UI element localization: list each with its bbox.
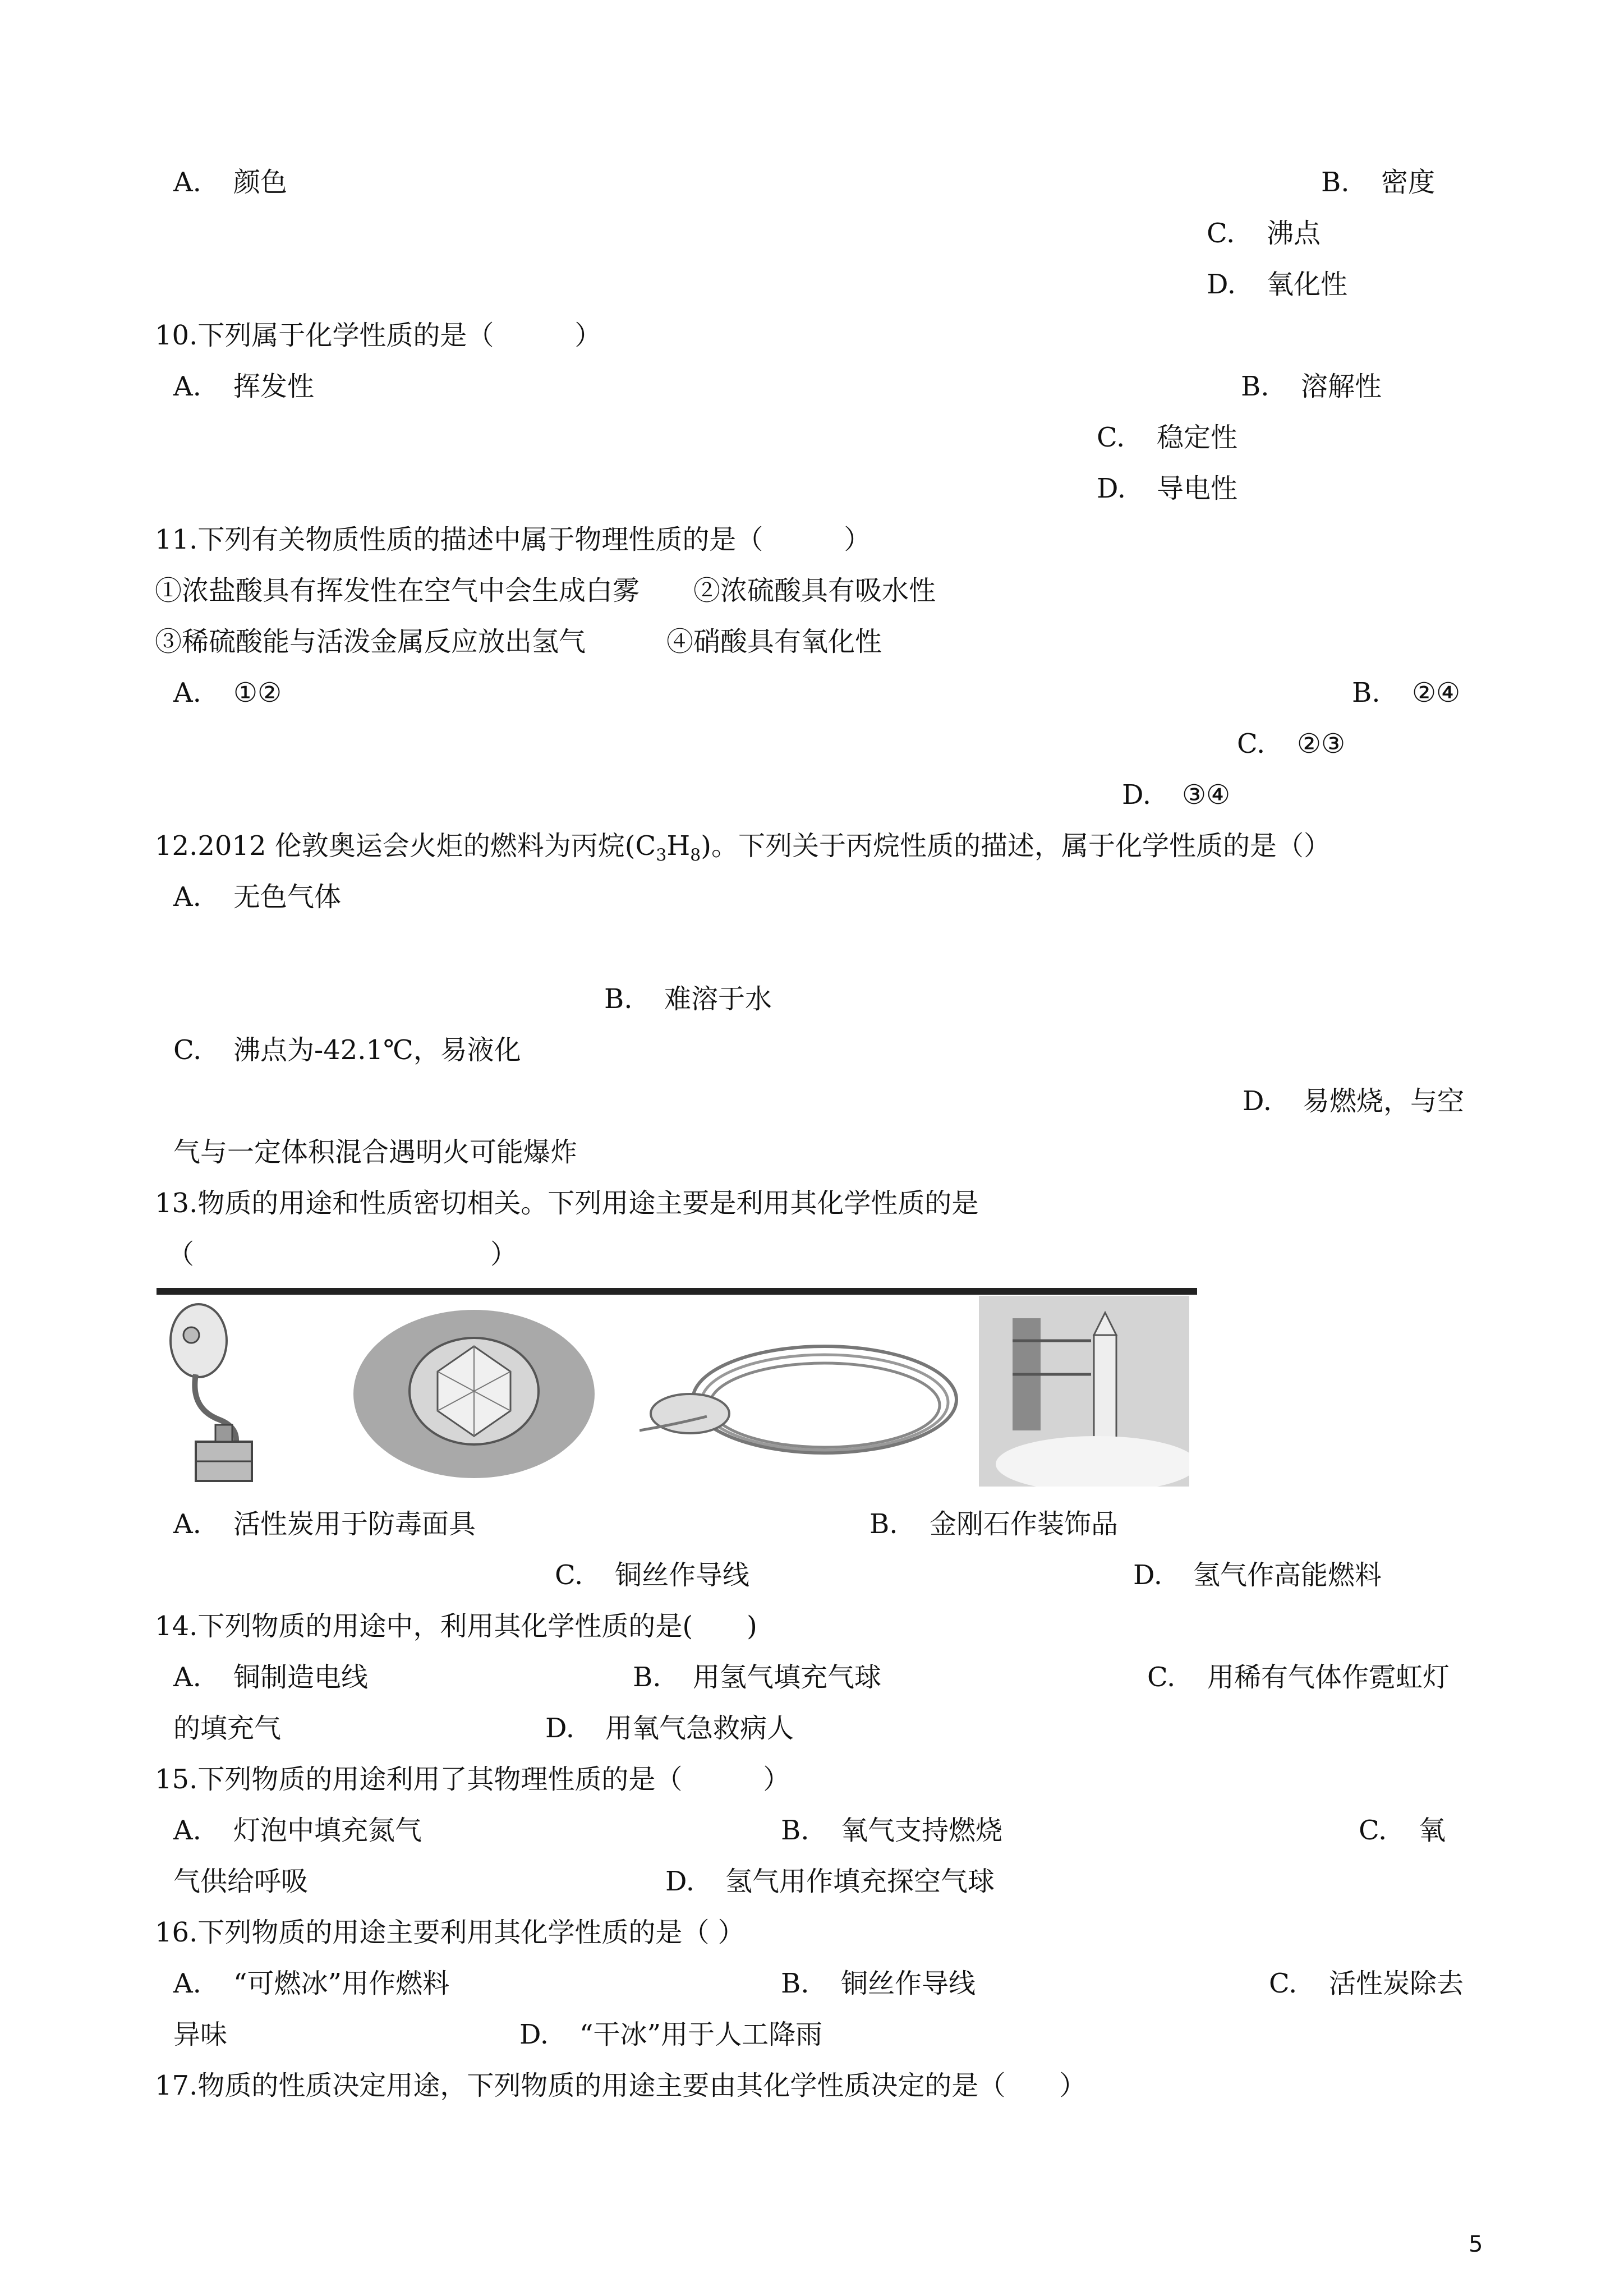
q11-option-c: C. ②③ <box>1237 728 1346 760</box>
q15-option-b: B. 氧气支持燃烧 <box>781 1815 1003 1846</box>
q10-option-b: B. 溶解性 <box>1241 371 1382 402</box>
q12-stem: 12.2012 伦敦奥运会火炬的燃料为丙烷$(C_3H_8)$。下列关于丙烷性质的描述，属于化学性质的是（） <box>155 830 1331 866</box>
q13-option-b: B. 金刚石作装饰品 <box>869 1508 1119 1540</box>
q12-option-c: C. 沸点为-42.1℃，易液化 <box>173 1034 521 1066</box>
q10-option-c: C. 稳定性 <box>1097 422 1238 453</box>
q14-option-c: C. 用稀有气体作霓虹灯 <box>1147 1662 1450 1693</box>
q13-image-divider <box>157 1288 1197 1295</box>
q11-statement-line-2: ③稀硫酸能与活泼金属反应放出氢气 ④硝酸具有氧化性 <box>155 626 882 657</box>
q12-option-d: D. 易燃烧，与空 <box>1243 1085 1465 1117</box>
q15-option-c: C. 氧 <box>1359 1815 1446 1846</box>
q16-option-d: D. “干冰”用于人工降雨 <box>519 2019 823 2050</box>
q9-option-c: C. 沸点 <box>1207 218 1321 249</box>
q11-option-d: D. ③④ <box>1122 779 1231 811</box>
q14-option-c-continued: 的填充气 <box>173 1713 282 1744</box>
gas-mask-icon <box>157 1296 269 1487</box>
gas-mask-image <box>157 1296 269 1487</box>
q11-statement-line-1: ①浓盐酸具有挥发性在空气中会生成白雾 ②浓硫酸具有吸水性 <box>155 575 936 606</box>
q11-option-a: A. ①② <box>173 677 282 708</box>
q14-option-a: A. 铜制造电线 <box>173 1662 369 1693</box>
copper-wire-image <box>640 1296 970 1487</box>
rocket-icon <box>979 1296 1189 1487</box>
q13-option-a: A. 活性炭用于防毒面具 <box>173 1508 476 1540</box>
q9-option-b: B. 密度 <box>1321 167 1436 198</box>
q16-option-c: C. 活性炭除去 <box>1269 1968 1464 1999</box>
q10-option-d: D. 导电性 <box>1097 473 1238 504</box>
q14-stem: 14.下列物质的用途中，利用其化学性质的是( ) <box>155 1611 757 1642</box>
q15-option-d: D. 氢气用作填充探空气球 <box>665 1866 995 1897</box>
q12-option-d-continued: 气与一定体积混合遇明火可能爆炸 <box>173 1137 578 1168</box>
q10-stem: 10.下列属于化学性质的是（ ） <box>155 320 602 351</box>
diamond-image <box>351 1296 597 1487</box>
q15-stem: 15.下列物质的用途利用了其物理性质的是（ ） <box>155 1764 790 1795</box>
q16-option-c-continued: 异味 <box>173 2019 228 2050</box>
q13-answer-blank: （ ） <box>167 1239 518 1270</box>
q9-option-d: D. 氧化性 <box>1207 269 1348 300</box>
diamond-icon <box>351 1296 597 1487</box>
wire-coil-icon <box>640 1296 970 1487</box>
q9-option-a: A. 颜色 <box>173 167 288 198</box>
q10-option-a: A. 挥发性 <box>173 371 315 402</box>
q12-option-a: A. 无色气体 <box>173 881 342 913</box>
q15-option-a: A. 灯泡中填充氮气 <box>173 1815 422 1846</box>
q15-option-c-continued: 气供给呼吸 <box>173 1866 309 1897</box>
q11-stem: 11.下列有关物质性质的描述中属于物理性质的是（ ） <box>155 524 871 555</box>
page-number: 5 <box>1469 2231 1483 2257</box>
q16-option-a: A. “可燃冰”用作燃料 <box>173 1968 450 1999</box>
q17-stem: 17.物质的性质决定用途，下列物质的用途主要由其化学性质决定的是（ ） <box>155 2070 1087 2101</box>
q12-option-b: B. 难溶于水 <box>604 983 772 1015</box>
q14-option-b: B. 用氢气填充气球 <box>633 1662 882 1693</box>
q14-option-d: D. 用氧气急救病人 <box>545 1713 794 1744</box>
q13-option-c: C. 铜丝作导线 <box>555 1559 750 1591</box>
q13-option-d: D. 氢气作高能燃料 <box>1133 1559 1382 1591</box>
q16-option-b: B. 铜丝作导线 <box>781 1968 976 1999</box>
q13-stem: 13.物质的用途和性质密切相关。下列用途主要是利用其化学性质的是 <box>155 1188 979 1219</box>
rocket-launch-image <box>979 1296 1189 1487</box>
q11-option-b: B. ②④ <box>1352 677 1461 708</box>
q16-stem: 16.下列物质的用途主要利用其化学性质的是（ ） <box>155 1917 745 1948</box>
